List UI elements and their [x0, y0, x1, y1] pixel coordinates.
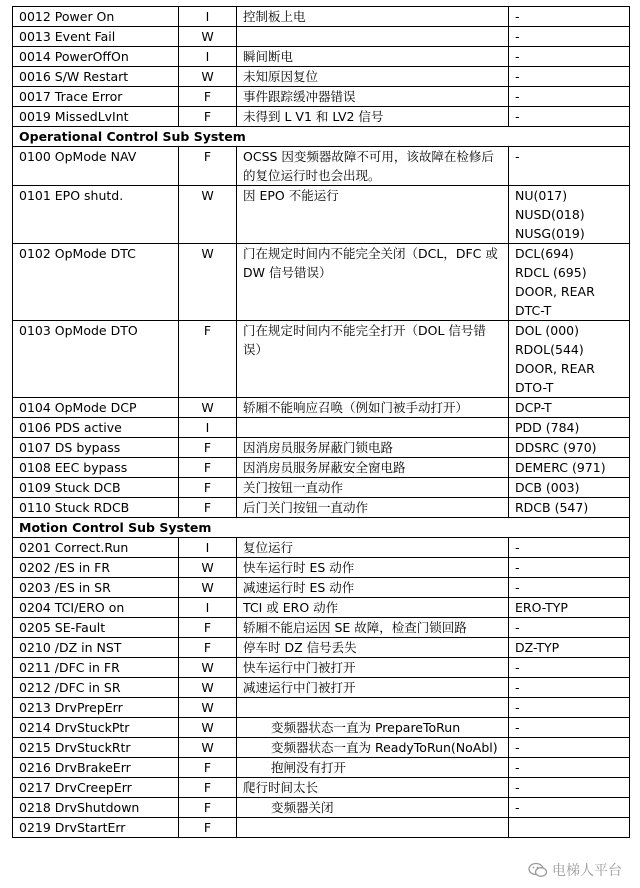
fault-code: 0108 EEC bypass: [13, 458, 179, 478]
fault-signals: [509, 578, 630, 598]
fault-signals: [509, 147, 630, 186]
fault-signals: [509, 321, 630, 398]
fault-code: 0212 /DFC in SR: [13, 678, 179, 698]
signal-item: RDCL (695): [515, 265, 587, 280]
table-row: [13, 498, 630, 518]
fault-signals: [509, 107, 630, 127]
fault-description: 门在规定时间内不能完全关闭（DCL，DFC 或 DW 信号错误）: [237, 244, 509, 321]
signal-item: -: [515, 740, 520, 755]
fault-signals: [509, 398, 630, 418]
fault-code: 0014 PowerOffOn: [13, 47, 179, 67]
fault-code: 0019 MissedLvInt: [13, 107, 179, 127]
fault-signals: [509, 538, 630, 558]
table-row: [13, 47, 630, 67]
wechat-icon: [528, 862, 548, 878]
fault-type: F: [179, 478, 237, 498]
watermark-text: 电梯人平台: [552, 863, 622, 879]
fault-type: F: [179, 638, 237, 658]
fault-description: 变频器状态一直为 ReadyToRun(NoAbl): [237, 738, 509, 758]
table-row: [13, 638, 630, 658]
fault-code: 0210 /DZ in NST: [13, 638, 179, 658]
signal-item: -: [515, 780, 520, 795]
signal-item: -: [515, 69, 520, 84]
signal-item: ERO-TYP: [515, 600, 568, 615]
table-row: [13, 186, 630, 244]
table-row: [13, 678, 630, 698]
signal-item: -: [515, 109, 520, 124]
signal-item: DOL (000): [515, 323, 580, 338]
fault-signals: [509, 758, 630, 778]
fault-signals: [509, 244, 630, 321]
signal-item: NUSD(018): [515, 207, 585, 222]
fault-signals: [509, 87, 630, 107]
fault-signals: [509, 598, 630, 618]
signal-item: RDCB (547): [515, 500, 589, 515]
fault-description: 停车时 DZ 信号丢失: [237, 638, 509, 658]
section-row: [13, 127, 630, 147]
signal-item: DEMERC (971): [515, 460, 606, 475]
fault-code: 0217 DrvCreepErr: [13, 778, 179, 798]
fault-code: 0201 Correct.Run: [13, 538, 179, 558]
fault-signals: [509, 698, 630, 718]
fault-code: 0214 DrvStuckPtr: [13, 718, 179, 738]
table-row: [13, 478, 630, 498]
fault-type: W: [179, 398, 237, 418]
fault-signals: [509, 27, 630, 47]
fault-description: 复位运行: [237, 538, 509, 558]
table-row: [13, 698, 630, 718]
fault-signals: [509, 7, 630, 27]
signal-item: -: [515, 9, 520, 24]
table-row: [13, 618, 630, 638]
fault-description: 因消房员服务屏蔽安全窗电路: [237, 458, 509, 478]
fault-description: 快车运行中门被打开: [237, 658, 509, 678]
fault-code: 0109 Stuck DCB: [13, 478, 179, 498]
fault-description: 爬行时间太长: [237, 778, 509, 798]
fault-signals: [509, 778, 630, 798]
fault-code: 0104 OpMode DCP: [13, 398, 179, 418]
fault-code: 0213 DrvPrepErr: [13, 698, 179, 718]
table-row: [13, 718, 630, 738]
fault-signals: [509, 618, 630, 638]
table-row: [13, 538, 630, 558]
table-row: [13, 7, 630, 27]
fault-type: F: [179, 438, 237, 458]
fault-code-table-body: [13, 7, 630, 838]
fault-description: 事件跟踪缓冲器错误: [237, 87, 509, 107]
fault-type: F: [179, 147, 237, 186]
fault-type: F: [179, 758, 237, 778]
fault-type: W: [179, 678, 237, 698]
fault-signals: [509, 818, 630, 838]
fault-signals: [509, 438, 630, 458]
fault-description: 门在规定时间内不能完全打开（DOL 信号错误）: [237, 321, 509, 398]
fault-description: 未得到 L V1 和 LV2 信号: [237, 107, 509, 127]
table-row: [13, 598, 630, 618]
fault-description: 控制板上电: [237, 7, 509, 27]
fault-type: I: [179, 598, 237, 618]
signal-item: -: [515, 149, 520, 164]
fault-type: F: [179, 321, 237, 398]
signal-item: PDD (784): [515, 420, 580, 435]
fault-description: TCI 或 ERO 动作: [237, 598, 509, 618]
signal-item: -: [515, 720, 520, 735]
fault-type: F: [179, 107, 237, 127]
fault-type: W: [179, 738, 237, 758]
fault-code: 0101 EPO shutd.: [13, 186, 179, 244]
table-row: [13, 418, 630, 438]
signal-item: DCB (003): [515, 480, 580, 495]
fault-code: 0012 Power On: [13, 7, 179, 27]
signal-item: DCP-T: [515, 400, 552, 415]
fault-description: OCSS 因变频器故障不可用，该故障在检修后的复位运行时也会出现。: [237, 147, 509, 186]
fault-type: W: [179, 186, 237, 244]
table-row: [13, 578, 630, 598]
signal-item: -: [515, 800, 520, 815]
fault-description: 减速运行时 ES 动作: [237, 578, 509, 598]
fault-code: 0102 OpMode DTC: [13, 244, 179, 321]
signal-item: -: [515, 700, 520, 715]
fault-type: I: [179, 418, 237, 438]
table-row: [13, 147, 630, 186]
fault-code: 0013 Event Fail: [13, 27, 179, 47]
fault-type: F: [179, 778, 237, 798]
fault-description: 未知原因复位: [237, 67, 509, 87]
signal-item: -: [515, 89, 520, 104]
fault-code: 0215 DrvStuckRtr: [13, 738, 179, 758]
fault-description: 轿厢不能响应召唤（例如门被手动打开）: [237, 398, 509, 418]
table-row: [13, 107, 630, 127]
table-row: [13, 321, 630, 398]
fault-type: I: [179, 7, 237, 27]
fault-code: 0106 PDS active: [13, 418, 179, 438]
fault-type: F: [179, 87, 237, 107]
signal-item: -: [515, 660, 520, 675]
fault-type: W: [179, 658, 237, 678]
fault-code-table: [12, 6, 630, 838]
table-row: [13, 27, 630, 47]
fault-description: 减速运行中门被打开: [237, 678, 509, 698]
signal-item: -: [515, 580, 520, 595]
fault-description: 后门关门按钮一直动作: [237, 498, 509, 518]
signal-item: -: [515, 560, 520, 575]
signal-item: -: [515, 620, 520, 635]
fault-type: F: [179, 798, 237, 818]
fault-description: 因 EPO 不能运行: [237, 186, 509, 244]
signal-item: DOOR, REAR: [515, 284, 595, 299]
fault-type: F: [179, 618, 237, 638]
fault-signals: [509, 47, 630, 67]
signal-item: DOOR, REAR: [515, 361, 595, 376]
fault-description: [237, 27, 509, 47]
signal-item: DDSRC (970): [515, 440, 597, 455]
fault-description: 变频器状态一直为 PrepareToRun: [237, 718, 509, 738]
fault-code: 0110 Stuck RDCB: [13, 498, 179, 518]
fault-description: 瞬间断电: [237, 47, 509, 67]
section-title: Operational Control Sub System: [13, 127, 630, 147]
fault-code: 0219 DrvStartErr: [13, 818, 179, 838]
fault-code: 0100 OpMode NAV: [13, 147, 179, 186]
fault-type: F: [179, 498, 237, 518]
fault-signals: [509, 798, 630, 818]
table-row: [13, 758, 630, 778]
signal-item: NU(017): [515, 188, 568, 203]
fault-code: 0107 DS bypass: [13, 438, 179, 458]
table-row: [13, 67, 630, 87]
fault-description: 变频器关闭: [237, 798, 509, 818]
table-row: [13, 458, 630, 478]
fault-type: F: [179, 458, 237, 478]
fault-type: W: [179, 244, 237, 321]
fault-code: 0103 OpMode DTO: [13, 321, 179, 398]
signal-item: -: [515, 760, 520, 775]
fault-description: 快车运行时 ES 动作: [237, 558, 509, 578]
signal-item: -: [515, 49, 520, 64]
table-row: [13, 87, 630, 107]
fault-type: W: [179, 698, 237, 718]
fault-type: W: [179, 27, 237, 47]
signal-item: DCL(694): [515, 246, 574, 261]
table-row: [13, 398, 630, 418]
fault-description: 因消房员服务屏蔽门锁电路: [237, 438, 509, 458]
signal-item: DTO-T: [515, 380, 554, 395]
fault-code: 0202 /ES in FR: [13, 558, 179, 578]
fault-type: W: [179, 578, 237, 598]
fault-signals: [509, 678, 630, 698]
fault-signals: [509, 558, 630, 578]
fault-signals: [509, 67, 630, 87]
fault-signals: [509, 458, 630, 478]
fault-type: F: [179, 818, 237, 838]
fault-code: 0216 DrvBrakeErr: [13, 758, 179, 778]
watermark: [528, 860, 622, 880]
fault-type: W: [179, 67, 237, 87]
signal-item: DTC-T: [515, 303, 552, 318]
signal-item: -: [515, 29, 520, 44]
section-title: Motion Control Sub System: [13, 518, 630, 538]
fault-code: 0204 TCI/ERO on: [13, 598, 179, 618]
fault-code: 0218 DrvShutdown: [13, 798, 179, 818]
table-row: [13, 658, 630, 678]
section-row: [13, 518, 630, 538]
table-row: [13, 438, 630, 458]
fault-type: W: [179, 558, 237, 578]
fault-signals: [509, 418, 630, 438]
table-row: [13, 798, 630, 818]
fault-code: 0016 S/W Restart: [13, 67, 179, 87]
fault-description: [237, 418, 509, 438]
fault-code: 0205 SE-Fault: [13, 618, 179, 638]
fault-description: 轿厢不能启运因 SE 故障，检查门锁回路: [237, 618, 509, 638]
table-row: [13, 558, 630, 578]
fault-type: W: [179, 718, 237, 738]
fault-description: [237, 818, 509, 838]
fault-signals: [509, 718, 630, 738]
fault-code: 0203 /ES in SR: [13, 578, 179, 598]
signal-item: DZ-TYP: [515, 640, 560, 655]
table-row: [13, 818, 630, 838]
table-row: [13, 738, 630, 758]
fault-description: [237, 698, 509, 718]
fault-type: I: [179, 538, 237, 558]
fault-description: 抱闸没有打开: [237, 758, 509, 778]
table-row: [13, 778, 630, 798]
signal-item: [515, 818, 623, 837]
signal-item: NUSG(019): [515, 226, 585, 241]
signal-item: -: [515, 540, 520, 555]
fault-code: 0211 /DFC in FR: [13, 658, 179, 678]
fault-signals: [509, 478, 630, 498]
signal-item: RDOL(544): [515, 342, 584, 357]
fault-signals: [509, 738, 630, 758]
signal-item: -: [515, 680, 520, 695]
fault-code: 0017 Trace Error: [13, 87, 179, 107]
fault-description: 关门按钮一直动作: [237, 478, 509, 498]
table-row: [13, 244, 630, 321]
fault-signals: [509, 638, 630, 658]
fault-signals: [509, 498, 630, 518]
fault-signals: [509, 186, 630, 244]
fault-type: I: [179, 47, 237, 67]
fault-signals: [509, 658, 630, 678]
